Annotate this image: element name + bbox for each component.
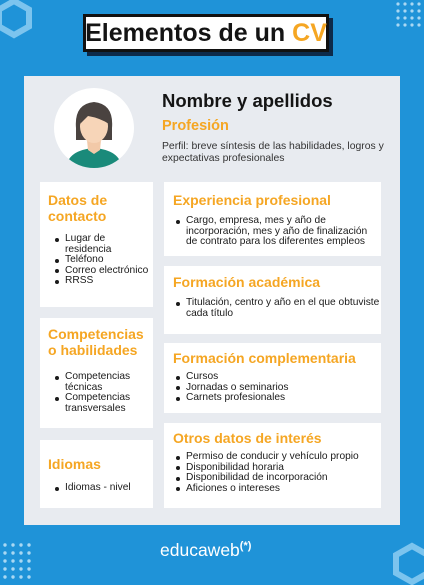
avatar xyxy=(54,88,134,168)
list-item: RRSS xyxy=(52,276,153,287)
list-item: Jornadas o seminarios xyxy=(173,383,381,394)
experience-list xyxy=(173,216,381,248)
skills-card xyxy=(40,318,153,428)
cv-profession: Profesión xyxy=(162,118,229,134)
other-title: Otros datos de interés xyxy=(173,430,322,446)
languages-card xyxy=(40,440,153,508)
list-item: Cursos xyxy=(173,372,381,383)
educaweb-logo xyxy=(160,540,251,561)
education-title: Formación académica xyxy=(173,274,321,290)
education-list xyxy=(173,298,381,319)
contact-card xyxy=(40,182,153,307)
list-item: Permiso de conducir y vehículo propio xyxy=(173,452,381,463)
brand-name: educaweb xyxy=(160,540,240,560)
contact-title: Datos de contacto xyxy=(48,192,108,224)
title-main: Elementos de un xyxy=(85,18,286,47)
complementary-list xyxy=(173,372,381,404)
page-title xyxy=(83,14,329,52)
complementary-card xyxy=(164,343,381,413)
hexagon-icon xyxy=(0,0,34,40)
experience-card xyxy=(164,182,381,256)
skills-title: Competencias o habilidades xyxy=(48,326,144,358)
other-list xyxy=(173,452,381,494)
avatar-icon xyxy=(54,88,134,168)
list-item: Correo electrónico xyxy=(52,266,153,277)
dot-grid-icon xyxy=(394,0,424,30)
other-card xyxy=(164,423,381,508)
brand-mark: (*) xyxy=(239,540,252,553)
title-accent: CV xyxy=(292,18,327,47)
list-item: Idiomas - nivel xyxy=(52,483,153,494)
list-item: Competencias técnicas xyxy=(52,372,153,393)
languages-list xyxy=(48,483,153,494)
contact-list xyxy=(48,234,153,287)
cv-profile-summary: Perfil: breve síntesis de las habilidades, logros y expectativas profesionales xyxy=(162,141,384,164)
list-item: Titulación, centro y año en el que obtuviste cada título xyxy=(173,298,381,319)
languages-title: Idiomas xyxy=(48,456,101,472)
skills-list xyxy=(48,372,153,414)
list-item: Disponibilidad horaria xyxy=(173,463,381,474)
list-item: Teléfono xyxy=(52,255,153,266)
cv-name: Nombre y apellidos xyxy=(162,90,333,111)
list-item: Aficiones o intereses xyxy=(173,484,381,495)
education-card xyxy=(164,266,381,334)
list-item: Lugar de residencia xyxy=(52,234,153,255)
list-item: Disponibilidad de incorporación xyxy=(173,473,381,484)
list-item: Competencias transversales xyxy=(52,393,153,414)
list-item: Carnets profesionales xyxy=(173,393,381,404)
dot-grid-icon xyxy=(0,540,34,580)
hexagon-icon xyxy=(390,540,424,585)
list-item: Cargo, empresa, mes y año de incorporación, mes y año de finalización de contrato para los diferentes empleos xyxy=(173,216,381,248)
experience-title: Experiencia profesional xyxy=(173,192,331,208)
complementary-title: Formación complementaria xyxy=(173,350,356,366)
